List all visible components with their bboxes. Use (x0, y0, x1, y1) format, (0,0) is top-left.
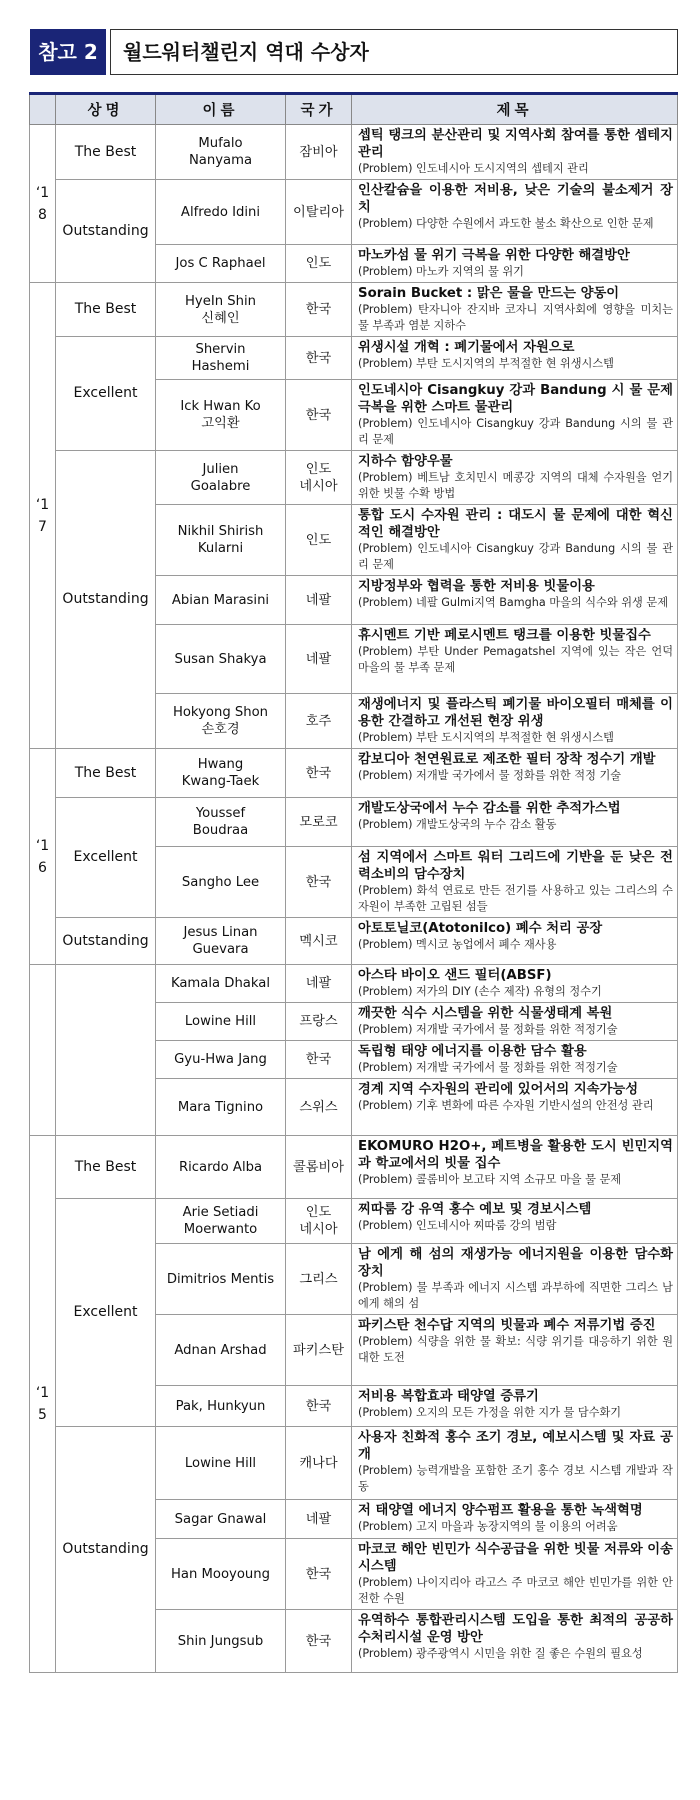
country-cell: 멕시코 (286, 918, 352, 965)
problem-statement: (Problem) 멕시코 농업에서 폐수 재사용 (358, 938, 557, 951)
project-title: 아스타 바이오 샌드 필터(ABSF) (358, 968, 552, 983)
country-cell: 네팔 (286, 965, 352, 1003)
country-cell: 한국 (286, 380, 352, 451)
award-cell: The Best (56, 283, 156, 337)
problem-statement: (Problem) 저개발 국가에서 물 정화를 위한 적정기술 (358, 1061, 618, 1074)
table-row (30, 283, 678, 337)
project-title-cell (352, 798, 678, 847)
country-cell: 모로코 (286, 798, 352, 847)
problem-statement: (Problem) 기후 변화에 따른 수자원 기반시설의 안전성 관리 (358, 1099, 654, 1112)
document-title: 월드워터챌린지 역대 수상자 (110, 29, 678, 75)
winner-name-cell: Ricardo Alba (156, 1136, 286, 1199)
project-title-cell (352, 625, 678, 694)
winner-name-cell: Susan Shakya (156, 625, 286, 694)
project-title: 인도네시아 Cisangkuy 강과 Bandung 시 물 문제 극복을 위한 스마트 물관리 (358, 383, 673, 415)
project-title-cell (352, 337, 678, 380)
problem-statement: (Problem) 부탄 도시지역의 부적절한 현 위생시스템 (358, 357, 614, 370)
winner-name-cell: Lowine Hill (156, 1427, 286, 1500)
winner-name-cell: Kamala Dhakal (156, 965, 286, 1003)
problem-statement: (Problem) 나이지리아 라고스 주 마코코 해안 빈민가를 위한 안전한 수원 (358, 1576, 673, 1605)
project-title: 셉틱 탱크의 분산관리 및 지역사회 참여를 통한 셉테지 관리 (358, 128, 673, 160)
country-cell: 그리스 (286, 1244, 352, 1315)
country-cell: 프랑스 (286, 1003, 352, 1041)
award-cell: Excellent (56, 798, 156, 918)
country-cell: 네팔 (286, 625, 352, 694)
award-cell: Outstanding (56, 1427, 156, 1673)
winner-name-cell: Shin Jungsub (156, 1610, 286, 1673)
winner-name-cell: Adnan Arshad (156, 1315, 286, 1386)
table-row (30, 965, 678, 1003)
project-title-cell (352, 1610, 678, 1673)
project-title-cell (352, 1539, 678, 1610)
project-title: 개발도상국에서 누수 감소를 위한 추적가스법 (358, 801, 621, 816)
country-cell: 한국 (286, 847, 352, 918)
winner-name-cell: Julien Goalabre (156, 451, 286, 505)
year-cell (30, 1136, 56, 1673)
table-row (30, 749, 678, 798)
country-cell: 한국 (286, 283, 352, 337)
project-title: EKOMURO H2O+, 페트병을 활용한 도시 빈민지역과 학교에서의 빗물 집수 (358, 1139, 673, 1171)
table-row (30, 918, 678, 965)
year-label: ‘17 (35, 496, 50, 535)
problem-statement: (Problem) 개발도상국의 누수 감소 활동 (358, 818, 557, 831)
problem-statement: (Problem) 능력개발을 포함한 조기 홍수 경보 시스템 개발과 작동 (358, 1464, 673, 1493)
table-row (30, 798, 678, 847)
problem-statement: (Problem) 인도네시아 찌따룸 강의 범람 (358, 1219, 557, 1232)
awards-table (29, 92, 678, 1673)
country-cell: 한국 (286, 1539, 352, 1610)
project-title: 재생에너지 및 플라스틱 폐기물 바이오필터 매체를 이용한 간결하고 개선된 현장 위생 (358, 697, 673, 729)
country-cell: 잠비아 (286, 125, 352, 180)
project-title-cell (352, 245, 678, 283)
problem-statement: (Problem) 인도네시아 Cisangkuy 강과 Bandung 시의 물 관리 문제 (358, 417, 673, 446)
winner-name-cell: Sagar Gnawal (156, 1500, 286, 1539)
winner-name-cell: Sangho Lee (156, 847, 286, 918)
header-year-cell (30, 94, 56, 125)
project-title: 섬 지역에서 스마트 워터 그리드에 기반을 둔 낮은 전력소비의 담수장치 (358, 850, 673, 882)
table-row (30, 451, 678, 505)
header-title: 제목 (352, 94, 678, 125)
project-title-cell (352, 1199, 678, 1244)
table-row (30, 180, 678, 245)
table-row (30, 1136, 678, 1199)
project-title-cell (352, 180, 678, 245)
winner-name-cell: Lowine Hill (156, 1003, 286, 1041)
award-cell: The Best (56, 749, 156, 798)
project-title: 인산칼슘을 이용한 저비용, 낮은 기술의 불소제거 장치 (358, 183, 673, 215)
winner-name-cell: Ick Hwan Ko 고익환 (156, 380, 286, 451)
problem-statement: (Problem) 인도네시아 도시지역의 셉테지 관리 (358, 162, 589, 175)
table-row (30, 337, 678, 380)
problem-statement: (Problem) 인도네시아 Cisangkuy 강과 Bandung 시의 물 관리 문제 (358, 542, 673, 571)
country-cell: 호주 (286, 694, 352, 749)
project-title-cell (352, 1315, 678, 1386)
project-title: 찌따룸 강 유역 홍수 예보 및 경보시스템 (358, 1202, 592, 1217)
country-cell: 스위스 (286, 1079, 352, 1136)
project-title: 마노카섬 물 위기 극복을 위한 다양한 해결방안 (358, 248, 630, 263)
winner-name-cell: Abian Marasini (156, 576, 286, 625)
country-cell: 한국 (286, 749, 352, 798)
project-title-cell (352, 749, 678, 798)
problem-statement: (Problem) 콜롬비아 보고타 지역 소규모 마을 물 문제 (358, 1173, 622, 1186)
table-header-row (30, 94, 678, 125)
award-cell: Excellent (56, 337, 156, 451)
table-row (30, 1427, 678, 1500)
project-title: 마코코 해안 빈민가 식수공급을 위한 빗물 저류와 이송 시스템 (358, 1542, 673, 1574)
winner-name-cell: Hokyong Shon 손호경 (156, 694, 286, 749)
problem-statement: (Problem) 저가의 DIY (손수 제작) 유형의 정수기 (358, 985, 602, 998)
project-title-cell (352, 1427, 678, 1500)
country-cell: 한국 (286, 1610, 352, 1673)
country-cell: 한국 (286, 337, 352, 380)
winner-name-cell: Hwang Kwang-Taek (156, 749, 286, 798)
country-cell: 네팔 (286, 576, 352, 625)
project-title: 캄보디아 천연원료로 제조한 필터 장착 정수기 개발 (358, 752, 656, 767)
award-cell: The Best (56, 1136, 156, 1199)
year-cell (30, 283, 56, 749)
project-title-cell (352, 380, 678, 451)
project-title: 파키스탄 천수답 지역의 빗물과 폐수 저류기법 증진 (358, 1318, 656, 1333)
winner-name-cell: Arie Setiadi Moerwanto (156, 1199, 286, 1244)
country-cell: 인도 네시아 (286, 1199, 352, 1244)
problem-statement: (Problem) 네팔 Gulmi지역 Bamgha 마을의 식수와 위생 문제 (358, 596, 669, 609)
project-title-cell (352, 1136, 678, 1199)
winner-name-cell: Mufalo Nanyama (156, 125, 286, 180)
project-title-cell (352, 1003, 678, 1041)
project-title-cell (352, 576, 678, 625)
country-cell: 인도 (286, 245, 352, 283)
project-title-cell (352, 965, 678, 1003)
problem-statement: (Problem) 베트남 호치민시 메콩강 지역의 대체 수자원을 얻기 위한 빗물 수확 방법 (358, 471, 673, 500)
table-row (30, 1199, 678, 1244)
project-title-cell (352, 847, 678, 918)
project-title-cell (352, 1079, 678, 1136)
problem-statement: (Problem) 다양한 수원에서 과도한 불소 확산으로 인한 문제 (358, 217, 654, 230)
country-cell: 인도 (286, 505, 352, 576)
header-award: 상명 (56, 94, 156, 125)
problem-statement: (Problem) 저개발 국가에서 물 정화를 위한 적정기술 (358, 1023, 618, 1036)
project-title: 사용자 친화적 홍수 조기 경보, 예보시스템 및 자료 공개 (358, 1430, 673, 1462)
project-title: 휴시멘트 기반 페로시멘트 탱크를 이용한 빗물집수 (358, 628, 651, 643)
year-label: ‘15 (35, 1385, 50, 1423)
winner-name-cell: Shervin Hashemi (156, 337, 286, 380)
country-cell: 파키스탄 (286, 1315, 352, 1386)
table-body (30, 125, 678, 1673)
project-title-cell (352, 451, 678, 505)
winner-name-cell: Alfredo Idini (156, 180, 286, 245)
project-title-cell (352, 283, 678, 337)
project-title: 저 태양열 에너지 양수펌프 활용을 통한 녹색혁명 (358, 1503, 643, 1518)
problem-statement: (Problem) 고지 마을과 농장지역의 물 이용의 어려움 (358, 1520, 618, 1533)
winner-name-cell: Gyu-Hwa Jang (156, 1041, 286, 1079)
problem-statement: (Problem) 오지의 모든 가정을 위한 지가 물 담수화기 (358, 1406, 622, 1419)
award-cell: Outstanding (56, 918, 156, 965)
country-cell: 네팔 (286, 1500, 352, 1539)
country-cell: 인도 네시아 (286, 451, 352, 505)
winner-name-cell: HyeIn Shin 신혜인 (156, 283, 286, 337)
winner-name-cell: Han Mooyoung (156, 1539, 286, 1610)
winner-name-cell: Jesus Linan Guevara (156, 918, 286, 965)
problem-statement: (Problem) 마노카 지역의 물 위기 (358, 265, 524, 278)
project-title: Sorain Bucket : 맑은 물을 만드는 양동이 (358, 286, 620, 301)
country-cell: 한국 (286, 1386, 352, 1427)
project-title-cell (352, 918, 678, 965)
winner-name-cell: Jos C Raphael (156, 245, 286, 283)
project-title-cell (352, 1500, 678, 1539)
winner-name-cell: Nikhil Shirish Kularni (156, 505, 286, 576)
project-title-cell (352, 1041, 678, 1079)
award-cell: Excellent (56, 1199, 156, 1427)
document-header (30, 29, 678, 75)
problem-statement: (Problem) 부탄 도시지역의 부적절한 현 위생시스템 (358, 731, 614, 744)
project-title: 독립형 태양 에너지를 이용한 담수 활용 (358, 1044, 587, 1059)
project-title: 아토토닐코(Atotonilco) 폐수 처리 공장 (358, 921, 603, 936)
year-label: ‘16 (35, 837, 50, 876)
problem-statement: (Problem) 광주광역시 시민을 위한 질 좋은 수원의 필요성 (358, 1647, 643, 1660)
winner-name-cell: Pak, Hunkyun (156, 1386, 286, 1427)
winner-name-cell: Mara Tignino (156, 1079, 286, 1136)
project-title-cell (352, 1386, 678, 1427)
award-cell: The Best (56, 125, 156, 180)
award-cell: Outstanding (56, 180, 156, 283)
project-title: 깨끗한 식수 시스템을 위한 식물생태계 복원 (358, 1006, 613, 1021)
header-country: 국가 (286, 94, 352, 125)
winner-name-cell: Youssef Boudraa (156, 798, 286, 847)
country-cell: 한국 (286, 1041, 352, 1079)
project-title: 지방정부와 협력을 통한 저비용 빗물이용 (358, 579, 595, 594)
project-title: 유역하수 통합관리시스템 도입을 통한 최적의 공공하수처리시설 운영 방안 (358, 1613, 673, 1645)
problem-statement: (Problem) 화석 연료로 만든 전기를 사용하고 있는 그리스의 수자원이 부족한 고립된 섬들 (358, 884, 673, 913)
project-title: 남 에게 해 섬의 재생가능 에너지원을 이용한 담수화 장치 (358, 1247, 673, 1279)
problem-statement: (Problem) 탄자니아 잔지바 코자니 지역사회에 영향을 미치는 물 부족과 염분 지하수 (358, 303, 673, 332)
award-cell (56, 965, 156, 1136)
project-title: 위생시설 개혁 : 폐기물에서 자원으로 (358, 340, 575, 355)
project-title-cell (352, 694, 678, 749)
project-title: 지하수 함양우물 (358, 454, 453, 469)
year-label: ‘18 (35, 184, 50, 223)
country-cell: 콜롬비아 (286, 1136, 352, 1199)
project-title-cell (352, 1244, 678, 1315)
year-cell (30, 749, 56, 965)
problem-statement: (Problem) 식량을 위한 물 확보: 식량 위기를 대응하기 위한 원대한 도전 (358, 1335, 673, 1364)
winner-name-cell: Dimitrios Mentis (156, 1244, 286, 1315)
project-title: 저비용 복합효과 태양열 증류기 (358, 1389, 539, 1404)
award-cell: Outstanding (56, 451, 156, 749)
table-row (30, 125, 678, 180)
year-cell (30, 125, 56, 283)
country-cell: 이탈리아 (286, 180, 352, 245)
reference-badge: 참고 2 (30, 29, 106, 75)
problem-statement: (Problem) 물 부족과 에너지 시스템 과부하에 직면한 그리스 남 에게 해의 섬 (358, 1281, 673, 1310)
header-name: 이름 (156, 94, 286, 125)
country-cell: 캐나다 (286, 1427, 352, 1500)
project-title-cell (352, 505, 678, 576)
year-cell (30, 965, 56, 1136)
project-title-cell (352, 125, 678, 180)
project-title: 경계 지역 수자원의 관리에 있어서의 지속가능성 (358, 1082, 639, 1097)
project-title: 통합 도시 수자원 관리 : 대도시 물 문제에 대한 혁신적인 해결방안 (358, 508, 673, 540)
problem-statement: (Problem) 부탄 Under Pemagatshel 지역에 있는 작은 언덕마을의 물 부족 문제 (358, 645, 673, 674)
problem-statement: (Problem) 저개발 국가에서 물 정화를 위한 적정 기술 (358, 769, 622, 782)
